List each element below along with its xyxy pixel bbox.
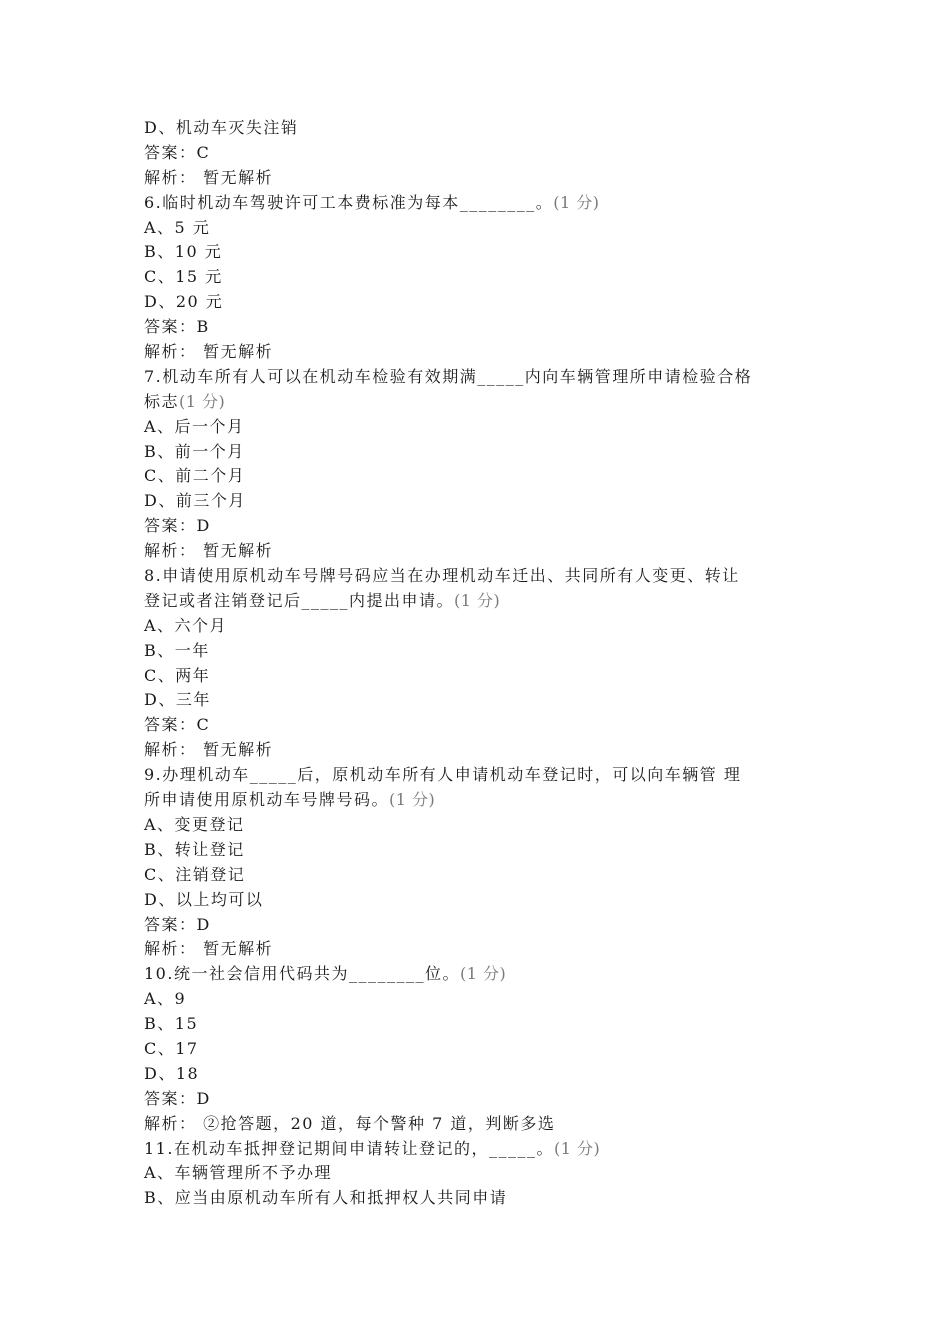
score-label: (1 分) [389,790,436,810]
line-text: 解析： 暂无解析 [144,342,274,362]
text-line [144,390,824,415]
line-text: 答案：D [144,1088,211,1108]
text-line [144,564,824,589]
text-line [144,290,824,315]
line-text: A、变更登记 [144,814,245,834]
line-text: 标志 [144,391,180,411]
line-text: A、9 [144,989,187,1009]
text-line [144,240,824,265]
line-text: 解析： 暂无解析 [144,740,274,760]
line-text: C、前二个月 [144,466,246,486]
text-line [144,216,824,241]
line-text: D、18 [144,1063,200,1083]
text-line [144,738,824,763]
text-line [144,1161,824,1186]
line-text: 所申请使用原机动车号牌号码。 [144,790,390,810]
line-text: 登记或者注销登记后_____内提出申请。 [144,590,455,610]
line-text: A、车辆管理所不予办理 [144,1163,333,1183]
line-text: A、六个月 [144,615,228,635]
line-text: 10.统一社会信用代码共为________位。 [144,964,460,984]
text-line [144,639,824,664]
line-text: C、两年 [144,665,211,685]
text-line [144,191,824,216]
score-label: (1 分) [459,964,507,984]
document-page [144,116,824,1211]
text-line [144,888,824,913]
line-text: B、一年 [144,640,210,660]
text-line [144,813,824,838]
line-text: 答案：B [144,317,210,337]
text-line [144,464,824,489]
text-line [144,440,824,465]
line-text: D、20 元 [144,292,224,312]
text-line [144,265,824,290]
line-text: 答案：C [144,142,211,162]
line-text: C、注销登记 [144,864,246,884]
text-line [144,937,824,962]
line-text: C、17 [144,1038,199,1058]
line-text: A、后一个月 [144,416,245,436]
text-line [144,913,824,938]
line-text: B、10 元 [144,242,223,262]
text-line [144,987,824,1012]
text-line [144,788,824,813]
text-line [144,141,824,166]
score-label: (1 分) [553,192,600,212]
line-text: 9.办理机动车_____后，原机动车所有人申请机动车登记时，可以向车辆管 理 [144,765,742,785]
line-text: D、三年 [144,690,211,710]
text-line [144,365,824,390]
line-text: 解析： ②抢答题，20 道，每个警种 7 道，判断多选 [144,1113,556,1133]
line-text: 答案：D [144,516,211,536]
text-line [144,962,824,987]
line-text: 8.申请使用原机动车号牌号码应当在办理机动车迁出、共同所有人变更、转让 [144,566,740,586]
text-line [144,1087,824,1112]
line-text: B、15 [144,1014,199,1034]
line-text: D、机动车灭失注销 [144,118,299,137]
text-line [144,763,824,788]
line-text: B、转让登记 [144,839,245,859]
text-line [144,315,824,340]
line-text: 答案：D [144,914,211,934]
line-text: D、前三个月 [144,491,246,511]
line-text: 解析： 暂无解析 [144,167,274,187]
line-text: 答案：C [144,715,211,735]
text-line [144,514,824,539]
text-line [144,116,824,141]
line-text: 7.机动车所有人可以在机动车检验有效期满_____内向车辆管理所申请检验合格 [144,366,753,386]
text-line [144,1112,824,1137]
score-label: (1 分) [454,590,501,610]
text-line [144,1037,824,1062]
line-text: 11.在机动车抵押登记期间申请转让登记的，_____。 [144,1138,554,1158]
score-label: (1 分) [179,391,226,411]
text-line [144,688,824,713]
text-line [144,340,824,365]
text-line [144,1062,824,1087]
text-line [144,1186,824,1211]
text-line [144,539,824,564]
text-line [144,489,824,514]
line-text: A、5 元 [144,217,211,237]
text-line [144,713,824,738]
text-line [144,166,824,191]
text-line [144,614,824,639]
text-line [144,1137,824,1162]
text-line [144,1012,824,1037]
text-line [144,863,824,888]
score-label: (1 分) [553,1138,601,1158]
line-text: B、应当由原机动车所有人和抵押权人共同申请 [144,1188,508,1208]
text-line [144,589,824,614]
text-line [144,664,824,689]
line-text: C、15 元 [144,267,223,287]
line-text: B、前一个月 [144,441,245,461]
line-text: 解析： 暂无解析 [144,541,274,561]
line-text: D、以上均可以 [144,889,264,909]
line-text: 解析： 暂无解析 [144,939,274,959]
text-line [144,415,824,440]
text-line [144,838,824,863]
line-text: 6.临时机动车驾驶许可工本费标准为每本________。 [144,192,554,212]
